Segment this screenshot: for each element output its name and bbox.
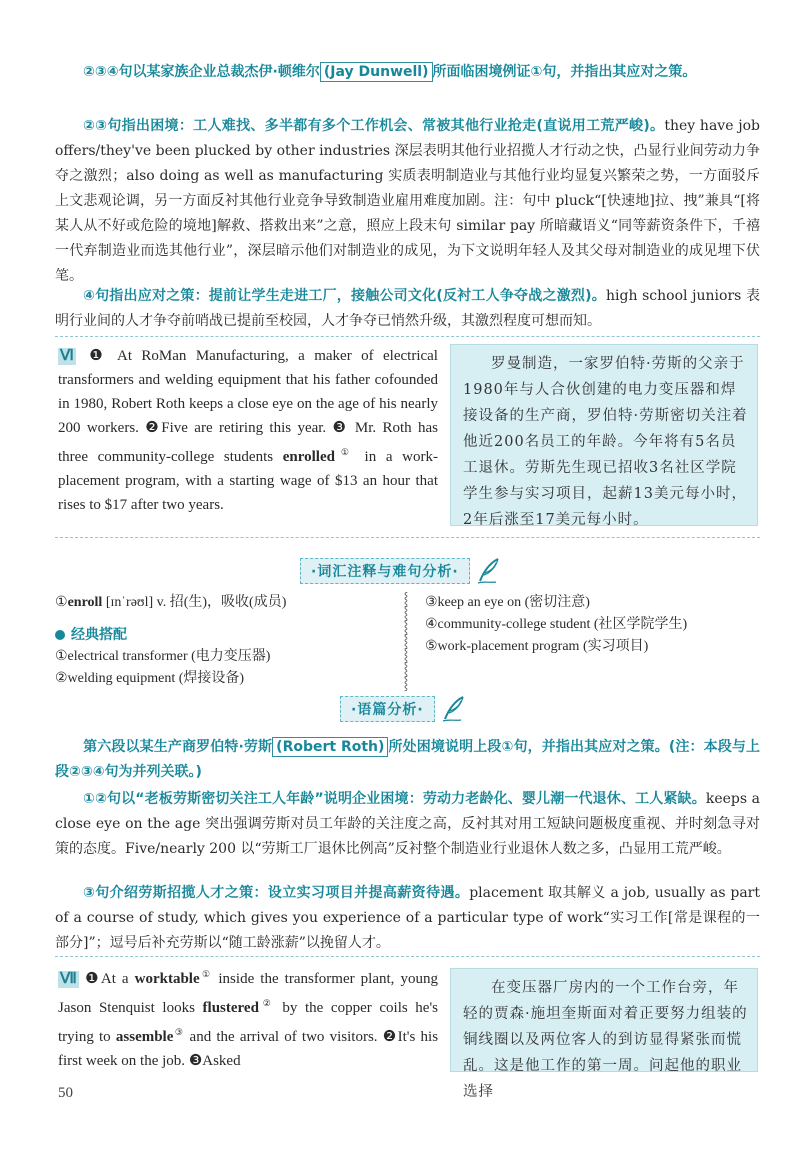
collocation-item: ③keep an eye on (密切注意) <box>425 595 590 610</box>
intro-text-a: ②③④句以某家族企业总裁杰伊·顿维尔 <box>83 64 320 80</box>
collocation-item: ⑤work-placement program (实习项目) <box>425 639 649 654</box>
collocation-item: ②welding equipment (焊接设备) <box>55 671 245 686</box>
sentence-1c: by the copper coils he's trying to <box>58 1000 439 1045</box>
footnote-mark: ① <box>199 969 213 979</box>
intro-text-b: 所面临困境例证①句，并指出其应对之策。 <box>432 64 697 80</box>
sentence-1d: and the arrival of two visitors. <box>189 1029 378 1045</box>
vocab-banner <box>300 557 502 585</box>
swirl-divider-icon: ⸾ ⸾ ⸾ ⸾ ⸾ ⸾ ⸾ <box>403 592 409 691</box>
paragraph-7-english <box>58 962 438 1073</box>
keyword-assemble: assemble <box>115 1029 174 1045</box>
analysis-banner <box>340 695 467 723</box>
sentence-1: At RoMan Manufacturing, a maker of electrical transformers and welding equipment that his father cofounded in 1980, Robert Roth keeps a close eye on the age of his nearly 200 workers. <box>58 348 438 436</box>
footnote-mark: ③ <box>173 1027 185 1037</box>
footnote-mark: ① <box>334 447 355 457</box>
analysis-p3-body: placement 取其解义 a job, usually as part of a course of study, which gives you experience of a particular type of work“实习工作[常是课程的一部分]”；逗号后补充劳斯以“随工龄涨薪”以挽留人才。 <box>55 885 760 951</box>
p2-body: they have job offers/they've been plucked by other industries 深层表明其他行业招揽人才行动之快，凸显行业间劳动力争夺之激烈；also doing as well as manufacturing 实质表明制造业与其他行业均显复兴繁荣之势，一方面驳斥上文悲观论调，另一方面反衬其他行业竞争导致制造业雇用难度加剧。注：句中 pluck“[快速地]拉、拽”兼具“[将某人从不好或危险的境地]解救、搭救出来”之意，照应上段末句 similar pay 所暗藏语义“同等薪资条件下，千禧一代弃制造业而选其他行业”，深层暗示他们对制造业的成见，为下文说明年轻人及其父母对制造业的成见埋下伏笔。 <box>55 118 760 284</box>
entry-definition: [ɪnˈrəʊl] v. 招(生)，吸收(成员) <box>102 595 287 610</box>
analysis-heading-a: 第六段以某生产商罗伯特·劳斯 <box>83 739 273 755</box>
analysis-p2 <box>55 787 760 862</box>
divider <box>55 537 760 538</box>
vocab-entry-enroll <box>55 592 395 614</box>
top-analysis-intro <box>55 60 760 85</box>
divider <box>55 956 760 957</box>
entry-word: enroll <box>67 595 103 610</box>
analysis-banner-title: ·语篇分析· <box>340 696 435 722</box>
translation-text: 在变压器厂房内的一个工作台旁，年轻的贾森·施坦奎斯面对着正要努力组装的铜线圈以及两位客人的到访显得紧张而慌乱。这是他工作的第一周。问起他的职业选择 <box>463 980 748 1100</box>
keyword-worktable: worktable <box>134 971 200 987</box>
sentence-marker: ❸ <box>188 1053 203 1069</box>
feather-pen-icon <box>441 695 467 723</box>
sentence-2: It's his first week on the job. <box>58 1029 439 1069</box>
jay-dunwell-box: (Jay Dunwell) <box>320 62 433 82</box>
top-analysis-p2 <box>55 114 760 289</box>
sentence-marker: ❸ <box>332 420 349 436</box>
collocation-heading <box>55 624 395 646</box>
translation-text: 罗曼制造，一家罗伯特·劳斯的父亲于1980年与人合伙创建的电力变压器和焊接设备的生产商，罗伯特·劳斯密切关注着他近200名员工的年龄。今年将有5名员工退休。劳斯先生现已招收3名社区学院学生参与实习项目，起薪13美元每小时，2年后涨至17美元每小时。 <box>463 356 748 528</box>
sentence-1b: inside the transformer plant, young Jason Stenquist looks <box>58 971 438 1016</box>
paragraph-number-7: Ⅶ <box>60 971 77 987</box>
paragraph-7-translation <box>450 968 758 1100</box>
sentence-marker: ❶ <box>89 348 109 364</box>
p3-body: high school juniors 表明行业间的人才争夺前哨战已提前至校园，人才争夺已悄然升级，其激烈程度可想而知。 <box>55 288 760 329</box>
sentence-3: Asked <box>202 1053 241 1069</box>
sentence-marker: ❷ <box>145 420 162 436</box>
p3-heading: ④句指出应对之策：提前让学生走进工厂，接触公司文化(反衬工人争夺战之激烈)。 <box>83 288 606 304</box>
page-number: 50 <box>58 1085 73 1101</box>
feather-pen-icon <box>476 557 502 585</box>
footnote-mark: ② <box>258 998 275 1008</box>
bullet-icon <box>55 630 65 640</box>
analysis-p2-body: keeps a close eye on the age 突出强调劳斯对员工年龄的关注度之高，反衬其对用工短缺问题极度重视、并时刻急寻对策的态度。Five/nearly 200 以“劳斯工厂退休比例高”反衬整个制造业行业退休人数之多，凸显用工荒严峻。 <box>55 791 761 857</box>
collocation-item: ④community-college student (社区学院学生) <box>425 617 688 632</box>
paragraph-6-english <box>58 344 438 517</box>
vocab-left-column <box>55 592 395 690</box>
keyword-flustered: flustered <box>202 1000 259 1016</box>
sentence-marker: ❶ <box>82 971 101 987</box>
analysis-p3-heading: ③句介绍劳斯招揽人才之策：设立实习项目并提高薪资待遇。 <box>83 885 470 901</box>
sentence-3a: Mr. Roth has three community-college students <box>58 420 439 465</box>
collocation-title: 经典搭配 <box>71 627 127 643</box>
analysis-heading <box>55 735 760 785</box>
sentence-marker: ❷ <box>382 1029 398 1045</box>
paragraph-number-6: Ⅵ <box>60 348 74 364</box>
paragraph-6-translation <box>450 344 758 526</box>
analysis-p2-heading: ①②句以“老板劳斯密切关注工人年龄”说明企业困境：劳动力老龄化、婴儿潮一代退休、工人紧缺。 <box>83 791 706 807</box>
entry-number: ① <box>55 595 68 610</box>
analysis-heading-b: 所处困境说明上段①句，并指出其应对之策。(注：本段与上段②③④句为并列关联。) <box>55 739 760 780</box>
divider <box>55 336 760 337</box>
sentence-1a: At a <box>100 971 129 987</box>
sentence-3b: in a work-placement program, with a starting wage of $13 an hour that rises to $17 after two years. <box>58 449 438 513</box>
keyword-enrolled: enrolled <box>282 449 335 465</box>
p2-heading: ②③句指出困境：工人难找、多半都有多个工作机会、常被其他行业抢走(直说用工荒严峻)。 <box>83 118 665 134</box>
top-analysis-p3 <box>55 284 760 334</box>
robert-roth-box: (Robert Roth) <box>272 737 388 757</box>
analysis-p3 <box>55 881 760 956</box>
vocab-banner-title: ·词汇注释与难句分析· <box>300 558 470 584</box>
vocab-right-column <box>425 592 760 658</box>
sentence-2: Five are retiring this year. <box>161 420 327 436</box>
collocation-item: ①electrical transformer (电力变压器) <box>55 649 271 664</box>
